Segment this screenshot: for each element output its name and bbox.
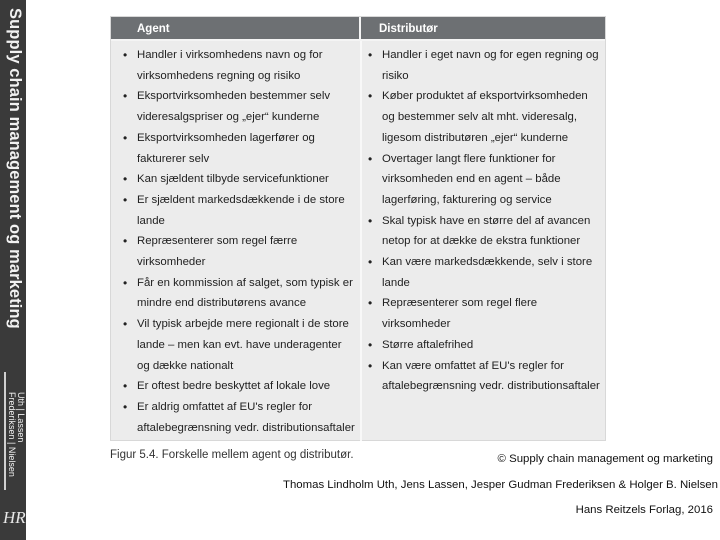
agent-list [123, 45, 355, 440]
list-item: • Kan være markedsdækkende, selv i store lande [368, 252, 602, 293]
list-item: • Eksportvirksomheden lagerfører og fakturerer selv [123, 128, 355, 169]
publisher-logo [3, 508, 26, 528]
credits-block [283, 447, 718, 524]
list-item: • Handler i eget navn og for egen regning og risiko [368, 45, 602, 86]
spine-author-line: Uth | Lassen [16, 392, 26, 443]
list-item: • Køber produktet af eksportvirksomheden og bestemmer selv alt mht. videresalg, ligesom distributøren „ejer“ kunderne [368, 86, 602, 148]
distributor-list [368, 45, 602, 440]
list-item: • Får en kommission af salget, som typisk er mindre end distributørens avance [123, 273, 355, 314]
authors-line: Thomas Lindholm Uth, Jens Lassen, Jesper Gudman Frederiksen & Holger B. Nielsen [283, 478, 718, 491]
comparison-table [110, 16, 606, 441]
list-item: • Er aldrig omfattet af EU's regler for aftalebegrænsning vedr. distributionsaftaler [123, 397, 355, 438]
list-item: • Vil typisk arbejde mere regionalt i de store lande – men kan evt. have underagenter og dække nationalt [123, 314, 355, 376]
publisher-line: Hans Reitzels Forlag, 2016 [575, 504, 713, 517]
list-item: • Repræsenterer som regel færre virksomheder [123, 231, 355, 272]
figure-caption: Figur 5.4. Forskelle mellem agent og distributør. [110, 449, 354, 461]
spine-authors [7, 392, 25, 502]
header-agent: Agent [137, 23, 170, 35]
spine-title: Supply chain management og marketing [6, 8, 24, 329]
list-item: • Handler i virksomhedens navn og for virksomhedens regning og risiko [123, 45, 355, 86]
list-item: • Eksportvirksomheden bestemmer selv videresalgspriser og „ejer“ kunderne [123, 86, 355, 127]
list-item: • Overtager langt flere funktioner for virksomheden end en agent – både lagerføring, fakturering og service [368, 149, 602, 211]
book-spine [0, 0, 26, 540]
spine-divider [4, 372, 6, 490]
list-item: • Kan sjældent tilbyde servicefunktioner [123, 169, 355, 190]
list-item: • Repræsenterer som regel flere virksomheder [368, 293, 602, 334]
spine-author-line: Frederiksen | Nielsen [7, 392, 17, 477]
column-divider [360, 41, 362, 441]
list-item: • Skal typisk have en større del af avancen netop for at dække de ekstra funktioner [368, 211, 602, 252]
copyright-line: © Supply chain management og marketing [497, 453, 713, 465]
publisher-logo-text: HR [3, 508, 26, 527]
header-distributor: Distributør [359, 17, 607, 41]
list-item: • Er sjældent markedsdækkende i de store lande [123, 190, 355, 231]
list-item: • Større aftalefrihed [368, 335, 602, 356]
list-item: • Er oftest bedre beskyttet af lokale love [123, 376, 355, 397]
list-item: • Kan være omfattet af EU's regler for aftalebegrænsning vedr. distributionsaftaler [368, 356, 602, 397]
table-header-row [111, 17, 605, 41]
